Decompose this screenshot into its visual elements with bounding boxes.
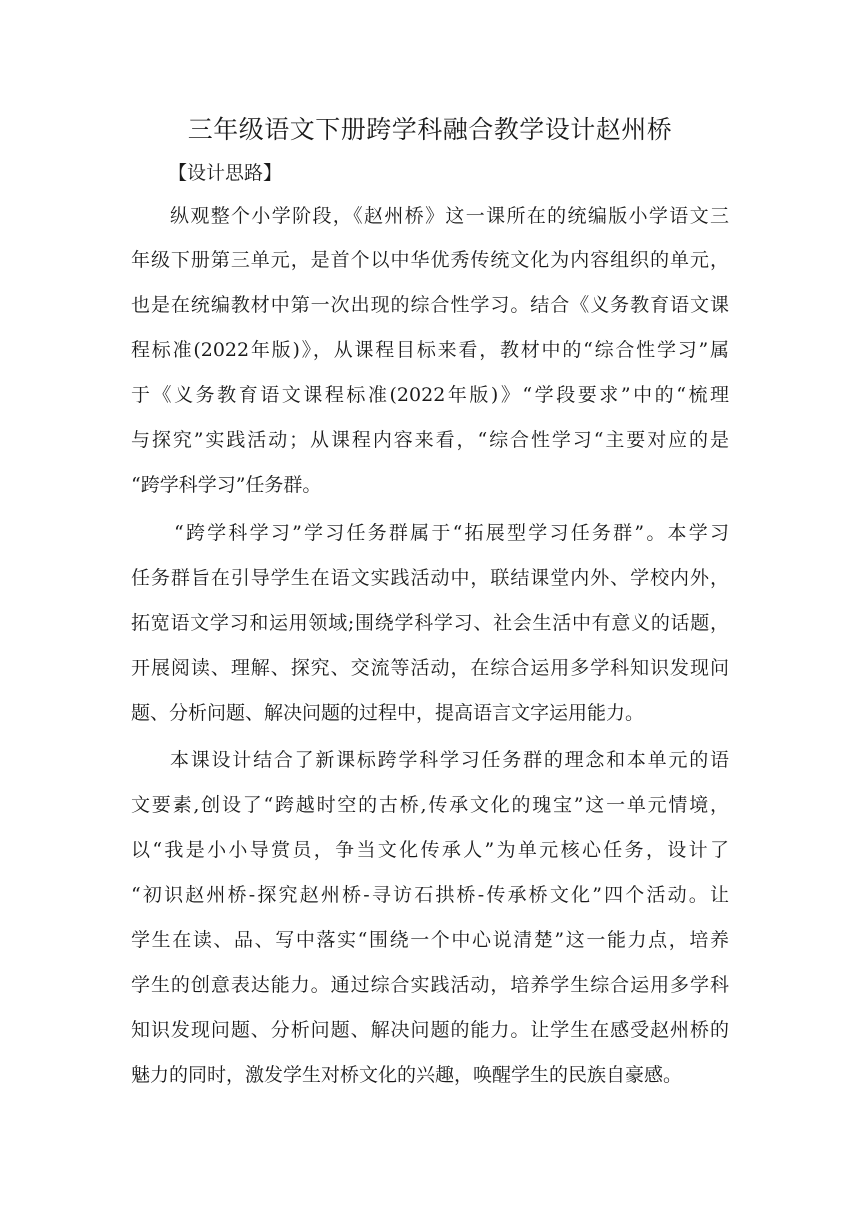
paragraph-3-line-2: 文要素,创设了“跨越时空的古桥,传承文化的瑰宝”这一单元情境， xyxy=(131,794,729,816)
paragraph-3-line-3: 以“我是小小导赏员，争当文化传承人”为单元核心任务，设计了 xyxy=(131,839,729,861)
paragraph-1-line-4: 程标准(2022年版)》，从课程目标来看，教材中的“综合性学习”属 xyxy=(131,339,729,361)
section-heading: 【设计思路】 xyxy=(168,162,283,184)
paragraph-1-line-2: 年级下册第三单元，是首个以中华优秀传统文化为内容组织的单元， xyxy=(131,249,729,271)
paragraph-2-line-4: 开展阅读、理解、探究、交流等活动，在综合运用多学科知识发现问 xyxy=(131,657,729,679)
paragraph-3-line-6: 学生的创意表达能力。通过综合实践活动，培养学生综合运用多学科 xyxy=(131,974,729,996)
paragraph-3-line-7: 知识发现问题、分析问题、解决问题的能力。让学生在感受赵州桥的 xyxy=(131,1019,729,1041)
paragraph-2-line-3: 拓宽语文学习和运用领域;围绕学科学习、社会生活中有意义的话题， xyxy=(131,612,729,634)
paragraph-2-line-2: 任务群旨在引导学生在语文实践活动中，联结课堂内外、学校内外， xyxy=(131,567,729,589)
paragraph-3-line-4: “初识赵州桥-探究赵州桥-寻访石拱桥-传承桥文化”四个活动。让 xyxy=(131,884,729,906)
paragraph-2-line-5: 题、分析问题、解决问题的过程中，提高语言文字运用能力。 xyxy=(131,702,645,724)
paragraph-1-line-3: 也是在统编教材中第一次出现的综合性学习。结合《义务教育语文课 xyxy=(131,294,729,316)
document-title: 三年级语文下册跨学科融合教学设计赵州桥 xyxy=(187,115,673,144)
paragraph-2-line-1: “跨学科学习”学习任务群属于“拓展型学习任务群”。本学习 xyxy=(174,522,729,544)
paragraph-3-line-5: 学生在读、品、写中落实“围绕一个中心说清楚”这一能力点，培养 xyxy=(131,929,729,951)
paragraph-1-line-6: 与探究”实践活动；从课程内容来看，“综合性学习“主要对应的是 xyxy=(131,429,729,451)
paragraph-1-line-7: “跨学科学习”任务群。 xyxy=(131,474,322,496)
paragraph-1-line-5: 于《义务教育语文课程标准(2022年版)》“学段要求”中的“梳理 xyxy=(131,384,729,406)
paragraph-3-line-1: 本课设计结合了新课标跨学科学习任务群的理念和本单元的语 xyxy=(170,749,729,771)
paragraph-1-line-1: 纵观整个小学阶段，《赵州桥》这一课所在的统编版小学语文三 xyxy=(170,205,729,227)
paragraph-3-line-8: 魅力的同时，激发学生对桥文化的兴趣，唤醒学生的民族自豪感。 xyxy=(131,1064,683,1086)
